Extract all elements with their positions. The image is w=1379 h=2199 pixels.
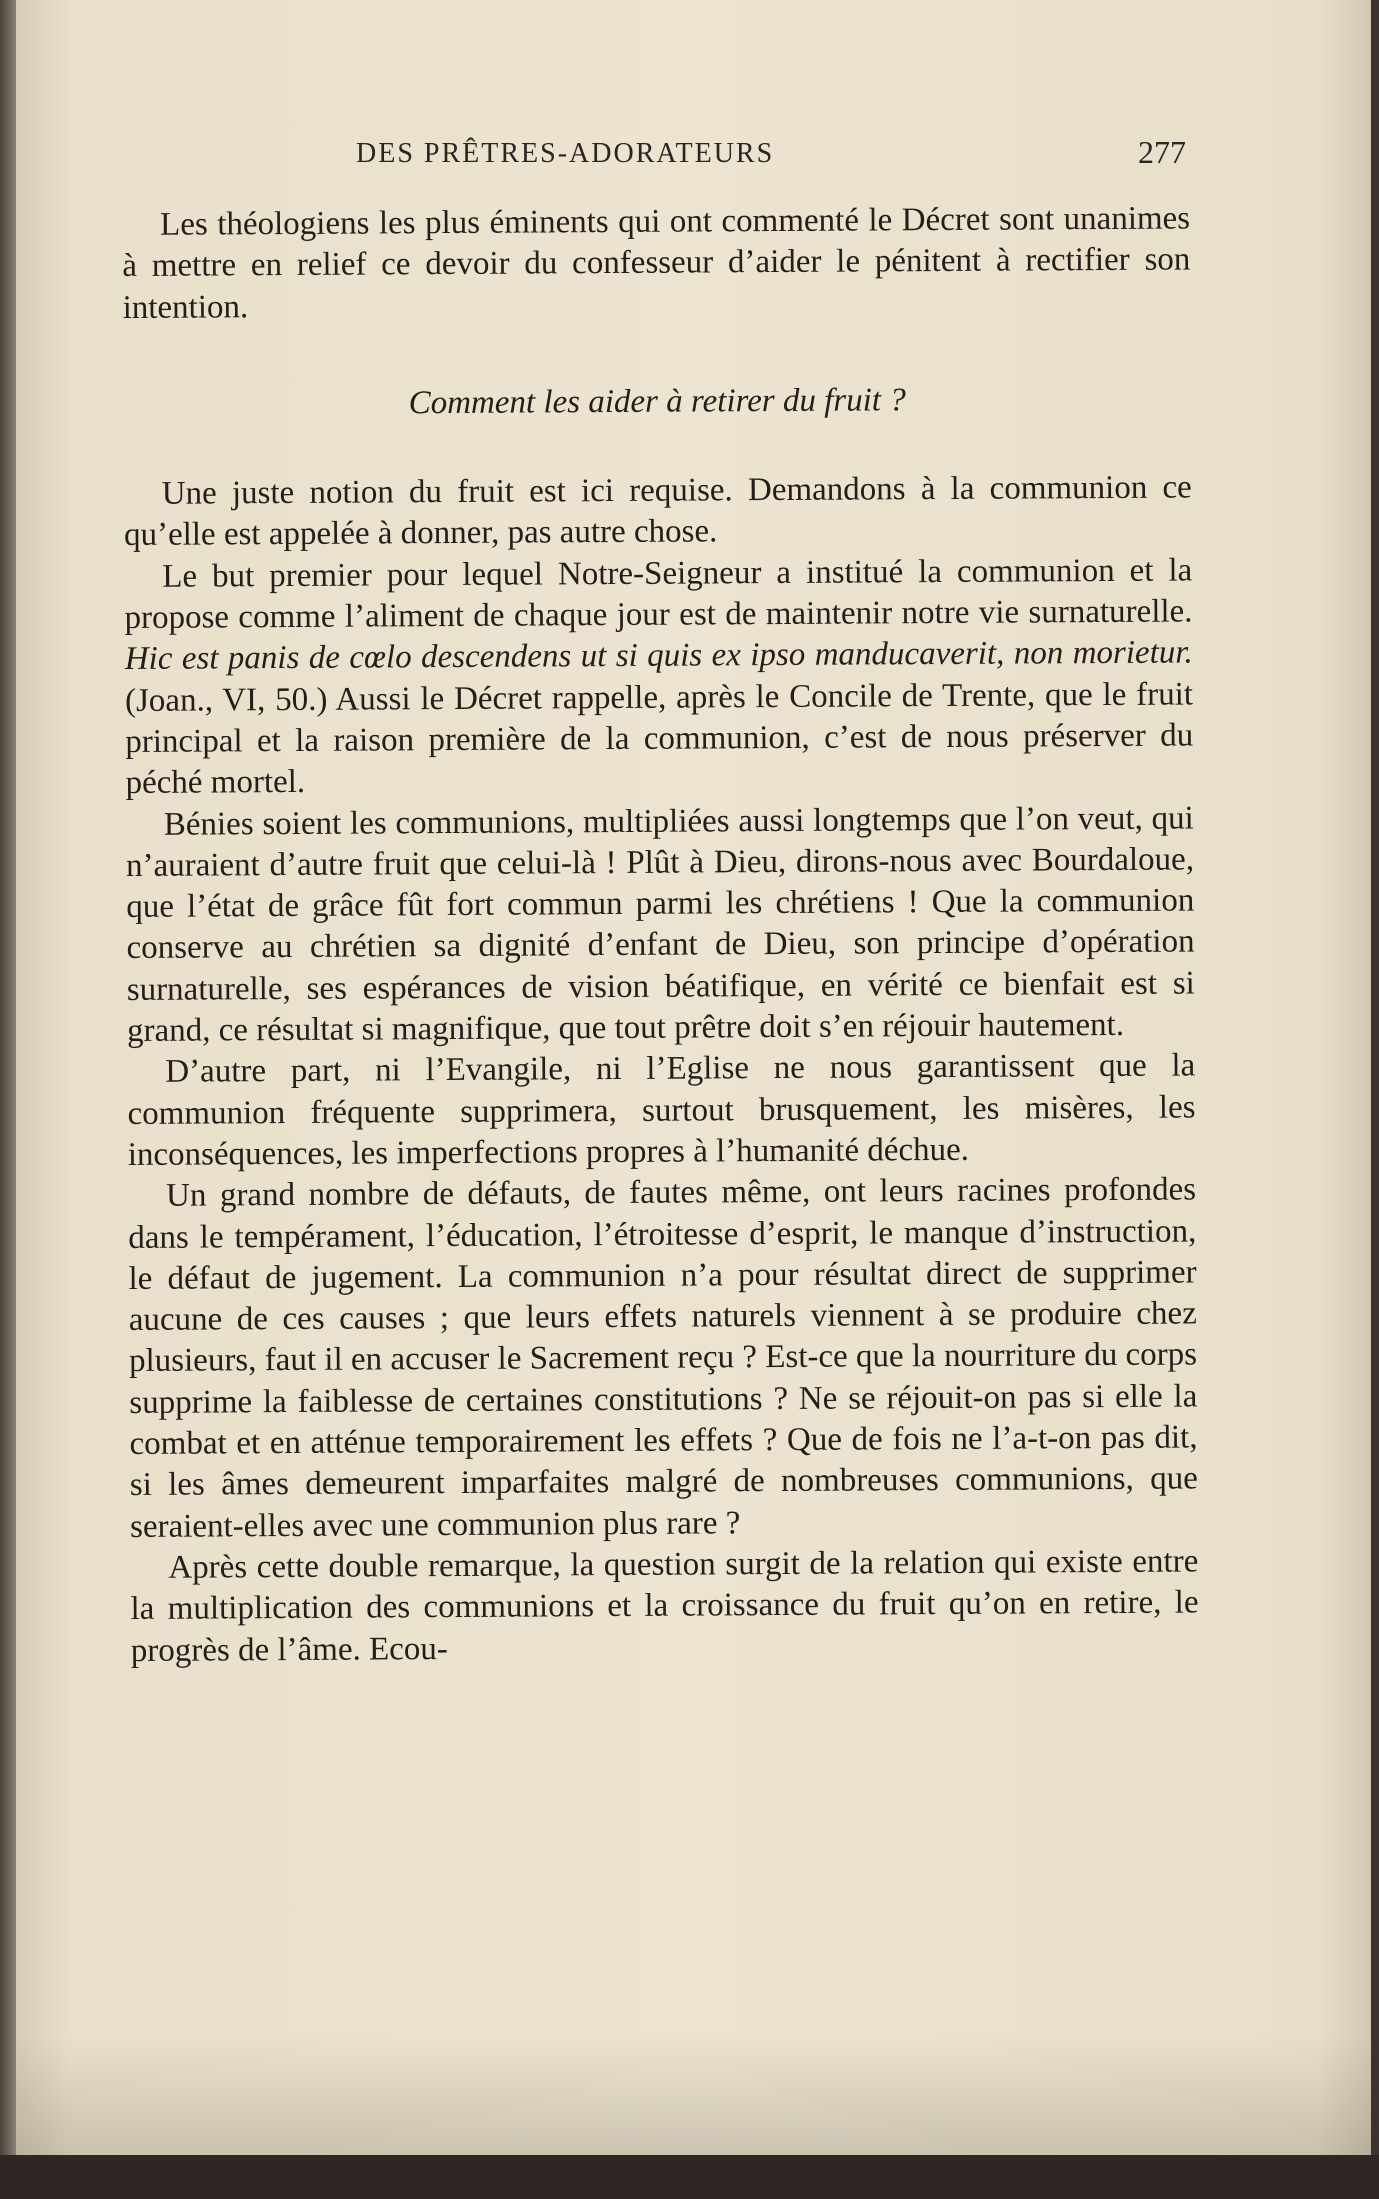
paragraph-4: Bénies soient les communions, multipliées aussi longtemps que l’on veut, qui n’auraient d’autre fruit que celui-là ! Plût à Dieu, dirons-nous avec Bourdaloue, que l’état de grâce fût fort commun parmi les chrétiens ! Que la communion conserve au chrétien sa dignité d’enfant de Dieu, son principe d’opération surnaturelle, ses espérances de vision béatifique, en vérité ce bienfait est si grand, ce résultat si magnifique, que tout prêtre doit s’en réjouir hautement. (125, 800, 1195, 1050)
paragraph-5: D’autre part, ni l’Evangile, ni l’Eglise ne nous garantissent que la communion fréquente supprimera, surtout brusquement, les misères, les inconséquences, les imperfections propres à l’humanité déchue. (127, 1047, 1196, 1173)
paragraph-1: Les théologiens les plus éminents qui ont commenté le Décret sont unanimes à mettre en relief ce devoir du confesseur d’aider le pénitent à rectifier son intention. (122, 200, 1191, 326)
book-page (16, 0, 1371, 2155)
page-bottom-edge (0, 2155, 1379, 2199)
paragraph-2: Une juste notion du fruit est ici requise. Demandons à la communion ce qu’elle est appelée à donner, pas autre chose. (123, 469, 1192, 554)
running-head: DES PRÊTRES-ADORATEURS (356, 138, 775, 169)
paragraph-3 (124, 550, 1193, 804)
page-number: 277 (1138, 134, 1186, 170)
body-text (122, 198, 1199, 1671)
binding-shadow (0, 0, 16, 2199)
page-header (356, 134, 1186, 178)
section-title: Comment les aider à retirer du fruit ? (408, 382, 906, 422)
paragraph-3-text: Le but premier pour lequel Notre-Seigneur a institué la communion et la propose comme l’aliment de chaque jour est de maintenir notre vie surnaturelle. (124, 552, 1193, 637)
paragraph-3-continuation: (Joan., VI, 50.) Aussi le Décret rappelle, après le Concile de Trente, que le fruit principal et la raison première de la communion, c’est de nous préserver du péché mortel. (124, 676, 1194, 802)
latin-quotation: Hic est panis de cœlo descendens ut si quis ex ipso manducaverit, non morietur. (124, 634, 1193, 678)
paragraph-7: Après cette double remarque, la question surgit de la relation qui existe entre la multiplication des communions et la croissance du fruit qu’on en retire, le progrès de l’âme. Ecou- (130, 1543, 1199, 1669)
paragraph-6: Un grand nombre de défauts, de fautes même, ont leurs racines profondes dans le tempérament, l’éducation, l’étroitesse d’esprit, le manque d’instruction, le défaut de jugement. La communion n’a pour résultat direct de supprimer aucune de ces causes ; que leurs effets naturels viennent à se produire chez plusieurs, faut il en accuser le Sacrement reçu ? Est-ce que la nourriture du corps supprime la faiblesse de certaines constitutions ? Ne se réjouit-on pas si elle la combat et en atténue temporairement les effets ? Que de fois ne l’a-t-on pas dit, si les âmes demeurent imparfaites malgré de nombreuses communions, que seraient-elles avec une communion plus rare ? (128, 1171, 1198, 1545)
